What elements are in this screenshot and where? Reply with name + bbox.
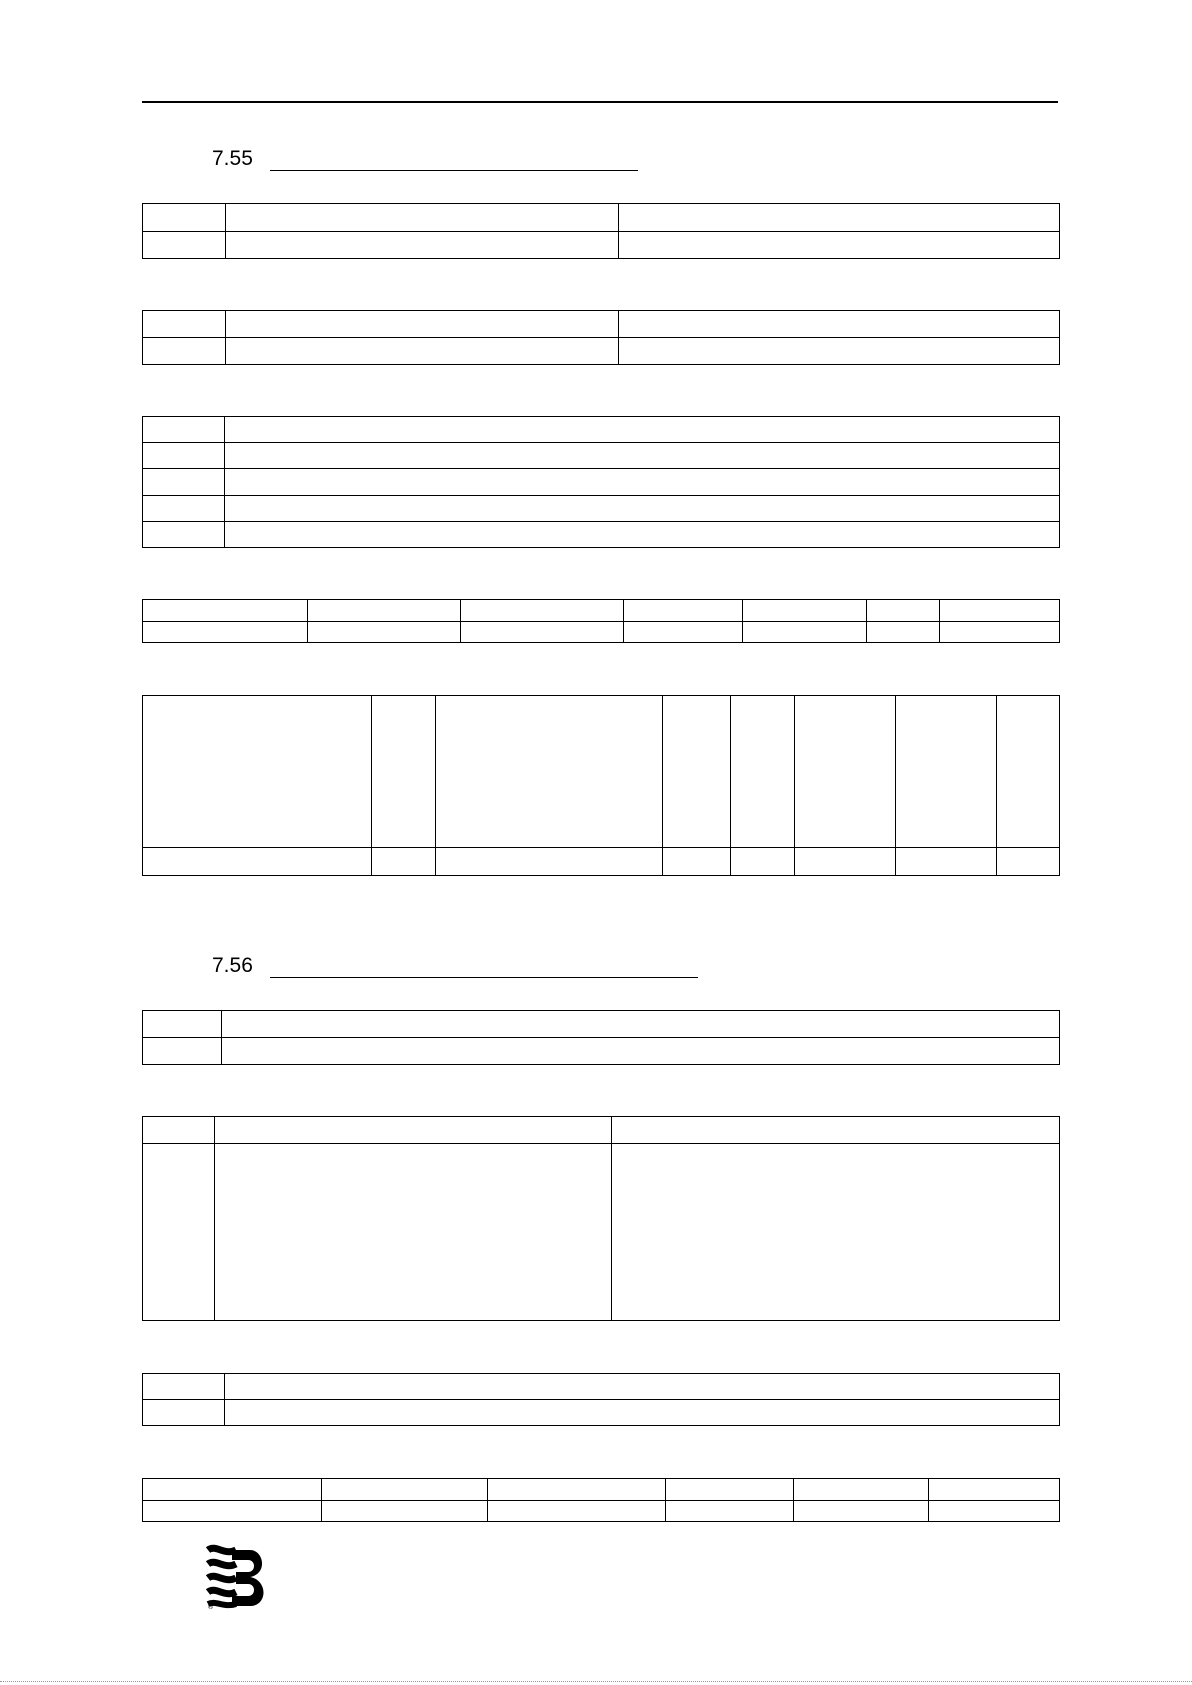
table-parameter-info [142, 203, 1060, 259]
table-attributes-6col [142, 1478, 1060, 1522]
table-attributes-8col [142, 695, 1060, 876]
table-row [143, 311, 1060, 338]
table-row [143, 443, 1060, 469]
table-parameter-range [142, 310, 1060, 365]
section-number-7-55: 7.55 [212, 147, 253, 170]
table-row [143, 1501, 1060, 1522]
table-attributes-7col [142, 599, 1060, 643]
table-row [143, 696, 1060, 848]
table-row [143, 622, 1060, 643]
brand-logo-icon [206, 1544, 272, 1610]
table-row [143, 469, 1060, 496]
section-title-underline [270, 977, 698, 978]
table-row [143, 417, 1060, 443]
table-row [143, 232, 1060, 259]
table-parameter-range-2 [142, 1116, 1060, 1321]
table-row [143, 204, 1060, 232]
table-row [143, 848, 1060, 876]
table-row [143, 1011, 1060, 1038]
table-row [143, 338, 1060, 365]
table-row [143, 1144, 1060, 1321]
table-row [143, 1479, 1060, 1501]
header-rule [142, 101, 1058, 103]
section-title-underline [270, 170, 638, 171]
table-row [143, 1400, 1060, 1426]
table-parameter-info-2 [142, 1010, 1060, 1065]
table-row [143, 600, 1060, 622]
table-row [143, 496, 1060, 522]
table-row [143, 1117, 1060, 1144]
table-row [143, 1374, 1060, 1400]
table-option-list-2 [142, 1373, 1060, 1426]
table-option-list [142, 416, 1060, 548]
section-number-7-56: 7.56 [212, 954, 253, 977]
table-row [143, 522, 1060, 548]
registered-mark: ® [208, 1604, 214, 1611]
table-row [143, 1038, 1060, 1065]
page-bottom-edge [0, 1681, 1192, 1682]
